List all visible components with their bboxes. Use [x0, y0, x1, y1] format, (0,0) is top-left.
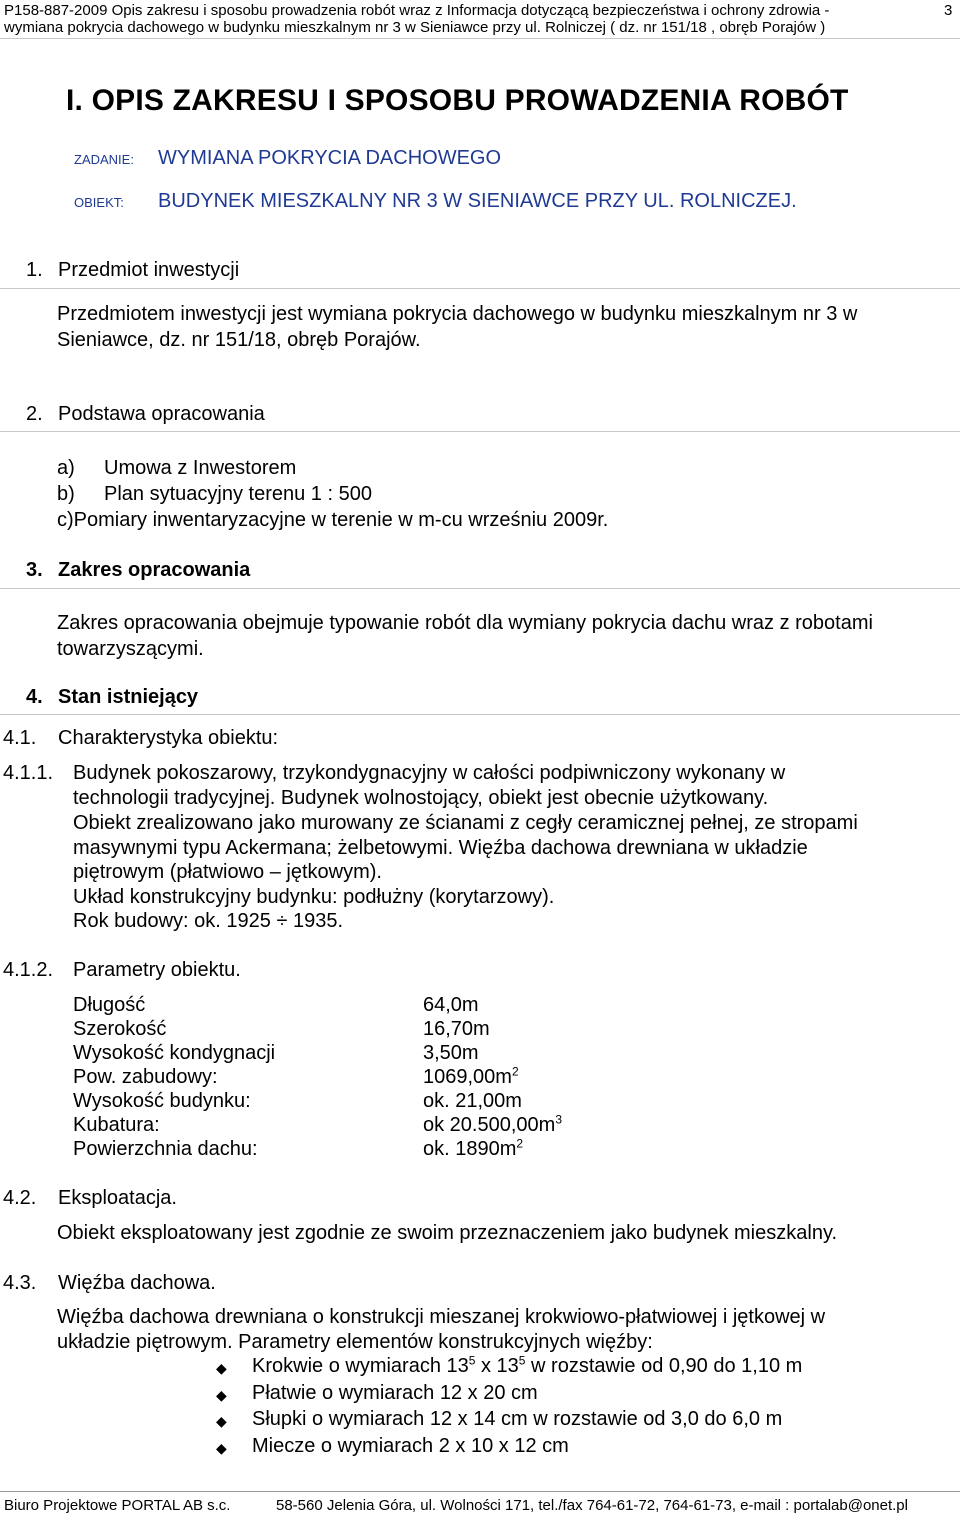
section-4-1-1-line-6: Układ konstrukcyjny budynku: podłużny (korytarzowy).: [73, 886, 555, 908]
task-label: ZADANIE:: [74, 152, 134, 167]
section-4-title: Stan istniejący: [58, 686, 199, 708]
section-4-3-number: 4.3.: [3, 1272, 37, 1294]
param-value-storey-height: 3,50m: [423, 1042, 479, 1064]
param-value-built-area: $1069,00m^2$: [423, 1064, 519, 1088]
section-4-1-1-line-2: technologii tradycyjnej. Budynek wolnostojący, obiekt jest obecnie użytkowany.: [73, 787, 769, 809]
section-4-2-text: Obiekt eksploatowany jest zgodnie ze swoim przeznaczeniem jako budynek mieszkalny.: [57, 1222, 838, 1244]
section-4-3-line-1: Więźba dachowa drewniana o konstrukcji mieszanej krokwiowo-płatwiowej i jętkowej w: [57, 1306, 826, 1328]
list-marker-b: b): [57, 483, 75, 505]
section-1-line-2: Sieniawce, dz. nr 151/18, obręb Porajów.: [57, 329, 421, 351]
section-4-1-1-line-5: piętrowym (płatwiowo – jętkowym).: [73, 861, 382, 883]
diamond-bullet-icon: ◆: [216, 1440, 227, 1456]
param-label-width: Szerokość: [73, 1018, 167, 1040]
header-line-1: P158-887-2009 Opis zakresu i sposobu prowadzenia robót wraz z Informacja dotyczącą bezpieczeństwa i ochrony zdrowia -: [4, 2, 830, 19]
header-rule: [0, 38, 960, 39]
section-4-1-title: Charakterystyka obiektu:: [58, 727, 279, 749]
object-label: OBIEKT:: [74, 195, 124, 210]
section-4-1-2-title: Parametry obiektu.: [73, 959, 241, 981]
list-item-a: Umowa z Inwestorem: [104, 457, 297, 479]
section-4-1-number: 4.1.: [3, 727, 37, 749]
section-4-1-1-line-1: Budynek pokoszarowy, trzykondygnacyjny w całości podpiwniczony wykonany w: [73, 762, 786, 784]
section-1-rule: [0, 288, 960, 289]
param-label-length: Długość: [73, 994, 146, 1016]
section-1-number: 1.: [26, 259, 43, 281]
section-4-1-1-line-4: masywnymi typu Ackermana; żelbetowymi. Więźba dachowa drewniana w układzie: [73, 837, 808, 859]
section-1-line-1: Przedmiotem inwestycji jest wymiana pokrycia dachowego w budynku mieszkalnym nr 3 w: [57, 303, 858, 325]
bullet-rafters: Krokwie o wymiarach $13^5$ x $13^5$ w rozstawie od 0,90 do 1,10 m: [252, 1353, 803, 1377]
list-item-c: [57, 509, 608, 532]
diamond-bullet-icon: ◆: [216, 1360, 227, 1376]
section-2-rule: [0, 431, 960, 432]
param-label-roof-area: Powierzchnia dachu:: [73, 1138, 258, 1160]
footer-contact: 58-560 Jelenia Góra, ul. Wolności 171, tel./fax 764-61-72, 764-61-73, e-mail : portalab@onet.pl: [276, 1497, 908, 1514]
param-value-volume: ok $20.500,00m^3$: [423, 1112, 563, 1136]
section-1-title: Przedmiot inwestycji: [58, 259, 240, 281]
section-3-line-2: towarzyszącymi.: [57, 638, 204, 660]
section-4-3-line-2: układzie piętrowym. Parametry elementów konstrukcyjnych więźby:: [57, 1331, 653, 1353]
section-2-number: 2.: [26, 403, 43, 425]
param-label-volume: Kubatura:: [73, 1114, 160, 1136]
section-4-2-number: 4.2.: [3, 1187, 37, 1209]
footer-company: Biuro Projektowe PORTAL AB s.c.: [4, 1497, 231, 1514]
bullet-posts: Słupki o wymiarach 12 x 14 cm w rozstawie od 3,0 do 6,0 m: [252, 1408, 783, 1430]
list-item-c-text: Pomiary inwentaryzacyjne w terenie w m-cu wrześniu 2009r.: [73, 509, 609, 531]
footer-rule: [0, 1491, 960, 1492]
section-4-number: 4.: [26, 686, 43, 708]
task-value: WYMIANA POKRYCIA DACHOWEGO: [158, 147, 502, 169]
param-value-length: 64,0m: [423, 994, 479, 1016]
section-4-1-1-number: 4.1.1.: [3, 762, 54, 784]
section-4-2-title: Eksploatacja.: [58, 1187, 177, 1209]
list-item-b: Plan sytuacyjny terenu 1 : 500: [104, 483, 372, 505]
section-4-1-1-line-3: Obiekt zrealizowano jako murowany ze ścianami z cegły ceramicznej pełnej, ze stropami: [73, 812, 858, 834]
main-title: I. OPIS ZAKRESU I SPOSOBU PROWADZENIA ROBÓT: [66, 84, 849, 117]
bullet-braces: Miecze o wymiarach 2 x 10 x 12 cm: [252, 1435, 569, 1457]
param-value-roof-area: ok. $1890m^2$: [423, 1136, 524, 1160]
object-value: BUDYNEK MIESZKALNY NR 3 W SIENIAWCE PRZY UL. ROLNICZEJ.: [158, 190, 797, 212]
section-4-3-title: Więźba dachowa.: [58, 1272, 216, 1294]
section-3-rule: [0, 588, 960, 589]
header-line-2: wymiana pokrycia dachowego w budynku mieszkalnym nr 3 w Sieniawce przy ul. Rolniczej ( dz. nr 151/18 , obręb Porajów ): [4, 19, 826, 36]
list-marker-c: c): [57, 509, 74, 531]
param-value-building-height: ok. 21,00m: [423, 1090, 522, 1112]
section-4-1-1-line-7: Rok budowy: ok. 1925 ÷ 1935.: [73, 910, 344, 932]
section-4-1-2-number: 4.1.2.: [3, 959, 54, 981]
param-label-building-height: Wysokość budynku:: [73, 1090, 251, 1112]
section-3-number: 3.: [26, 559, 43, 581]
param-label-storey-height: Wysokość kondygnacji: [73, 1042, 276, 1064]
bullet-purlins: Płatwie o wymiarach 12 x 20 cm: [252, 1382, 538, 1404]
section-4-rule: [0, 714, 960, 715]
section-3-title: Zakres opracowania: [58, 559, 251, 581]
list-marker-a: a): [57, 457, 75, 479]
section-3-line-1: Zakres opracowania obejmuje typowanie robót dla wymiany pokrycia dachu wraz z robotami: [57, 612, 873, 634]
param-value-width: 16,70m: [423, 1018, 490, 1040]
param-label-built-area: Pow. zabudowy:: [73, 1066, 218, 1088]
diamond-bullet-icon: ◆: [216, 1387, 227, 1403]
diamond-bullet-icon: ◆: [216, 1413, 227, 1429]
section-2-title: Podstawa opracowania: [58, 403, 265, 425]
page-number: 3: [944, 2, 953, 19]
